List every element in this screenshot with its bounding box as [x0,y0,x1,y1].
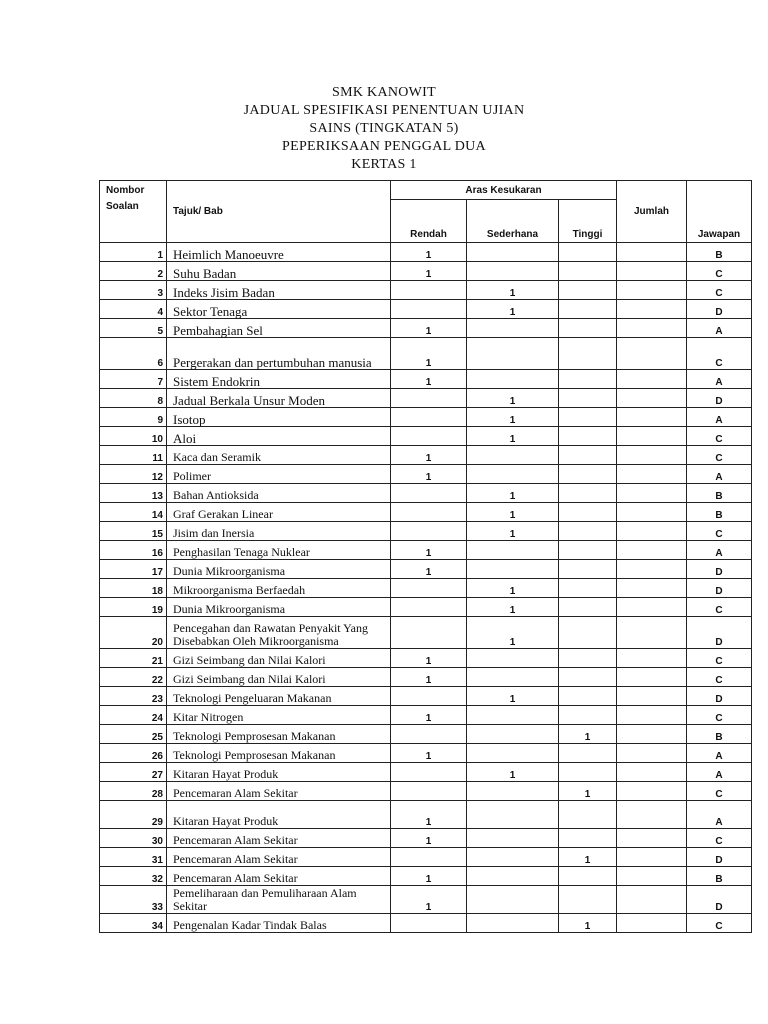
header-tinggi: Tinggi [559,200,617,243]
sederhana-cell [467,801,559,829]
rendah-cell [391,617,467,649]
rendah-cell [391,503,467,522]
sederhana-cell: 1 [467,281,559,300]
jumlah-cell [617,668,687,687]
tinggi-cell [559,338,617,370]
topic-cell: Kitaran Hayat Produk [167,801,391,829]
question-number: 9 [100,408,167,427]
sederhana-cell [467,886,559,914]
question-number: 4 [100,300,167,319]
jumlah-cell [617,427,687,446]
rendah-cell [391,687,467,706]
rendah-cell [391,300,467,319]
topic-cell: Kitar Nitrogen [167,706,391,725]
topic-cell: Pembahagian Sel [167,319,391,338]
table-row [100,801,752,829]
sederhana-cell: 1 [467,484,559,503]
sederhana-cell [467,914,559,933]
rendah-cell: 1 [391,446,467,465]
sederhana-cell [467,744,559,763]
tinggi-cell [559,427,617,446]
table-row [100,886,752,914]
table-row [100,579,752,598]
topic-cell: Sistem Endokrin [167,370,391,389]
tinggi-cell [559,706,617,725]
sederhana-cell [467,338,559,370]
table-row [100,706,752,725]
table-row [100,617,752,649]
sederhana-cell [467,649,559,668]
sederhana-cell [467,560,559,579]
jumlah-cell [617,484,687,503]
table-row [100,829,752,848]
question-number: 29 [100,801,167,829]
table-row [100,560,752,579]
answer-cell: C [687,522,752,541]
tinggi-cell [559,319,617,338]
question-number: 8 [100,389,167,408]
question-number: 6 [100,338,167,370]
table-row [100,687,752,706]
answer-cell: B [687,725,752,744]
answer-cell: C [687,338,752,370]
jumlah-cell [617,319,687,338]
tinggi-cell [559,829,617,848]
question-number: 3 [100,281,167,300]
exam-line: PEPERIKSAAN PENGGAL DUA [282,139,486,154]
table-row [100,319,752,338]
document-header [0,84,768,174]
rendah-cell: 1 [391,370,467,389]
topic-cell: Kaca dan Seramik [167,446,391,465]
tinggi-cell [559,281,617,300]
topic-cell: Gizi Seimbang dan Nilai Kalori [167,668,391,687]
topic-cell: Teknologi Pengeluaran Makanan [167,687,391,706]
table-row [100,782,752,801]
question-number: 12 [100,465,167,484]
tinggi-cell [559,687,617,706]
jumlah-cell [617,389,687,408]
sederhana-cell [467,668,559,687]
header-jumlah: Jumlah [617,181,687,243]
jumlah-cell [617,465,687,484]
answer-cell: A [687,541,752,560]
rendah-cell [391,522,467,541]
answer-cell: A [687,408,752,427]
topic-cell: Penghasilan Tenaga Nuklear [167,541,391,560]
table-row [100,649,752,668]
sederhana-cell [467,848,559,867]
sederhana-cell: 1 [467,617,559,649]
rendah-cell: 1 [391,829,467,848]
topic-cell: Suhu Badan [167,262,391,281]
question-number: 21 [100,649,167,668]
table-row [100,465,752,484]
tinggi-cell [559,560,617,579]
sederhana-cell [467,829,559,848]
table-row [100,914,752,933]
answer-cell: C [687,706,752,725]
school-name: SMK KANOWIT [331,85,436,100]
jumlah-cell [617,617,687,649]
topic-cell: Teknologi Pemprosesan Makanan [167,744,391,763]
question-number: 23 [100,687,167,706]
question-number: 17 [100,560,167,579]
topic-cell: Dunia Mikroorganisma [167,560,391,579]
answer-cell: A [687,370,752,389]
question-number: 18 [100,579,167,598]
jumlah-cell [617,801,687,829]
jumlah-cell [617,782,687,801]
sederhana-cell [467,465,559,484]
jumlah-cell [617,867,687,886]
topic-cell: Bahan Antioksida [167,484,391,503]
table-row [100,668,752,687]
header-soalan-line2: Soalan [106,201,139,212]
rendah-cell: 1 [391,801,467,829]
jumlah-cell [617,886,687,914]
topic-cell: Pencemaran Alam Sekitar [167,867,391,886]
question-number: 24 [100,706,167,725]
topic-cell: Heimlich Manoeuvre [167,243,391,262]
topic-cell: Pencemaran Alam Sekitar [167,782,391,801]
topic-cell: Polimer [167,465,391,484]
topic-cell: Aloi [167,427,391,446]
tinggi-cell: 1 [559,914,617,933]
rendah-cell [391,281,467,300]
sederhana-cell: 1 [467,408,559,427]
answer-cell: A [687,801,752,829]
table-row [100,541,752,560]
sederhana-cell [467,725,559,744]
question-number: 27 [100,763,167,782]
tinggi-cell [559,763,617,782]
tinggi-cell [559,243,617,262]
rendah-cell: 1 [391,243,467,262]
table-row [100,262,752,281]
tinggi-cell [559,370,617,389]
tinggi-cell [559,744,617,763]
question-number: 28 [100,782,167,801]
jumlah-cell [617,300,687,319]
topic-cell: Pencemaran Alam Sekitar [167,829,391,848]
topic-cell: Pencemaran Alam Sekitar [167,848,391,867]
answer-cell: C [687,829,752,848]
jumlah-cell [617,744,687,763]
rendah-cell: 1 [391,319,467,338]
sederhana-cell [467,243,559,262]
topic-cell: Jisim dan Inersia [167,522,391,541]
answer-cell: D [687,687,752,706]
table-row [100,848,752,867]
sederhana-cell [467,319,559,338]
question-number: 20 [100,617,167,649]
jumlah-cell [617,408,687,427]
topic-cell: Isotop [167,408,391,427]
question-number: 32 [100,867,167,886]
jumlah-cell [617,446,687,465]
question-number: 31 [100,848,167,867]
tinggi-cell: 1 [559,782,617,801]
tinggi-cell [559,649,617,668]
jumlah-cell [617,848,687,867]
topic-cell: Graf Gerakan Linear [167,503,391,522]
table-row [100,522,752,541]
tinggi-cell: 1 [559,848,617,867]
table-row [100,763,752,782]
tinggi-cell [559,389,617,408]
rendah-cell [391,408,467,427]
jumlah-cell [617,687,687,706]
answer-cell: A [687,465,752,484]
jumlah-cell [617,370,687,389]
jumlah-cell [617,763,687,782]
rendah-cell: 1 [391,262,467,281]
sederhana-cell [467,370,559,389]
topic-cell: Teknologi Pemprosesan Makanan [167,725,391,744]
tinggi-cell [559,262,617,281]
topic-cell: Kitaran Hayat Produk [167,763,391,782]
tinggi-cell [559,541,617,560]
header-aras-kesukaran: Aras Kesukaran [391,181,617,200]
header-jawapan: Jawapan [687,181,752,243]
jumlah-cell [617,243,687,262]
sederhana-cell: 1 [467,427,559,446]
question-number: 22 [100,668,167,687]
answer-cell: D [687,560,752,579]
question-number: 13 [100,484,167,503]
table-row [100,408,752,427]
question-number: 14 [100,503,167,522]
answer-cell: C [687,598,752,617]
rendah-cell: 1 [391,706,467,725]
answer-cell: C [687,782,752,801]
question-number: 11 [100,446,167,465]
jumlah-cell [617,560,687,579]
sederhana-cell: 1 [467,598,559,617]
tinggi-cell [559,617,617,649]
rendah-cell: 1 [391,560,467,579]
question-number: 19 [100,598,167,617]
answer-cell: D [687,886,752,914]
tinggi-cell [559,598,617,617]
tinggi-cell [559,465,617,484]
sederhana-cell [467,541,559,560]
question-number: 33 [100,886,167,914]
tinggi-cell [559,867,617,886]
tinggi-cell [559,886,617,914]
answer-cell: C [687,649,752,668]
sederhana-cell: 1 [467,687,559,706]
jumlah-cell [617,503,687,522]
table-row [100,281,752,300]
specification-table [99,180,752,933]
header-nombor-line1: Nombor [106,185,145,196]
answer-cell: D [687,389,752,408]
tinggi-cell [559,408,617,427]
table-body [100,243,752,933]
table-row [100,446,752,465]
subject-line: SAINS (TINGKATAN 5) [309,121,459,136]
topic-cell: Indeks Jisim Badan [167,281,391,300]
answer-cell: C [687,281,752,300]
table-row [100,503,752,522]
rendah-cell [391,484,467,503]
table-row [100,725,752,744]
jumlah-cell [617,579,687,598]
sederhana-cell: 1 [467,300,559,319]
answer-cell: B [687,243,752,262]
sederhana-cell [467,867,559,886]
jumlah-cell [617,829,687,848]
table-row [100,427,752,446]
topic-cell: Sektor Tenaga [167,300,391,319]
header-sederhana: Sederhana [467,200,559,243]
paper-line: KERTAS 1 [351,157,417,172]
rendah-cell: 1 [391,886,467,914]
tinggi-cell: 1 [559,725,617,744]
tinggi-cell [559,801,617,829]
sederhana-cell: 1 [467,763,559,782]
question-number: 1 [100,243,167,262]
rendah-cell [391,782,467,801]
rendah-cell [391,848,467,867]
header-tajuk-bab: Tajuk/ Bab [167,181,391,243]
jumlah-cell [617,598,687,617]
topic-cell: Pencegahan dan Rawatan Penyakit Yang Disebabkan Oleh Mikroorganisma [167,617,391,649]
table-row [100,300,752,319]
topic-cell: Mikroorganisma Berfaedah [167,579,391,598]
question-number: 34 [100,914,167,933]
tinggi-cell [559,579,617,598]
question-number: 26 [100,744,167,763]
tinggi-cell [559,446,617,465]
answer-cell: B [687,867,752,886]
rendah-cell: 1 [391,668,467,687]
sederhana-cell [467,706,559,725]
jumlah-cell [617,338,687,370]
rendah-cell [391,427,467,446]
answer-cell: C [687,914,752,933]
tinggi-cell [559,300,617,319]
rendah-cell: 1 [391,744,467,763]
rendah-cell [391,598,467,617]
topic-cell: Dunia Mikroorganisma [167,598,391,617]
sederhana-cell [467,446,559,465]
tinggi-cell [559,668,617,687]
header-nombor-soalan [100,181,167,243]
table-row [100,744,752,763]
jumlah-cell [617,649,687,668]
rendah-cell [391,914,467,933]
sederhana-cell: 1 [467,503,559,522]
topic-cell: Pengenalan Kadar Tindak Balas [167,914,391,933]
rendah-cell [391,763,467,782]
table-row [100,338,752,370]
question-number: 10 [100,427,167,446]
answer-cell: C [687,668,752,687]
rendah-cell [391,725,467,744]
document-title: JADUAL SPESIFIKASI PENENTUAN UJIAN [243,103,525,118]
sederhana-cell: 1 [467,579,559,598]
answer-cell: A [687,319,752,338]
question-number: 2 [100,262,167,281]
topic-cell: Pergerakan dan pertumbuhan manusia [167,338,391,370]
sederhana-cell: 1 [467,389,559,408]
answer-cell: C [687,427,752,446]
answer-cell: C [687,446,752,465]
topic-cell: Gizi Seimbang dan Nilai Kalori [167,649,391,668]
answer-cell: B [687,503,752,522]
answer-cell: D [687,848,752,867]
jumlah-cell [617,725,687,744]
tinggi-cell [559,503,617,522]
sederhana-cell [467,262,559,281]
jumlah-cell [617,541,687,560]
question-number: 15 [100,522,167,541]
jumlah-cell [617,281,687,300]
question-number: 7 [100,370,167,389]
rendah-cell: 1 [391,867,467,886]
sederhana-cell [467,782,559,801]
rendah-cell: 1 [391,649,467,668]
rendah-cell: 1 [391,541,467,560]
header-rendah: Rendah [391,200,467,243]
answer-cell: D [687,579,752,598]
jumlah-cell [617,706,687,725]
table-row [100,484,752,503]
jumlah-cell [617,522,687,541]
jumlah-cell [617,262,687,281]
tinggi-cell [559,522,617,541]
question-number: 25 [100,725,167,744]
answer-cell: A [687,744,752,763]
answer-cell: C [687,262,752,281]
answer-cell: A [687,763,752,782]
topic-cell: Pemeliharaan dan Pemuliharaan Alam Sekitar [167,886,391,914]
answer-cell: B [687,484,752,503]
rendah-cell [391,579,467,598]
rendah-cell: 1 [391,338,467,370]
table-row [100,598,752,617]
table-row [100,243,752,262]
question-number: 16 [100,541,167,560]
jumlah-cell [617,914,687,933]
table-row [100,389,752,408]
topic-cell: Jadual Berkala Unsur Moden [167,389,391,408]
table-row [100,867,752,886]
sederhana-cell: 1 [467,522,559,541]
rendah-cell [391,389,467,408]
table-row [100,370,752,389]
answer-cell: D [687,617,752,649]
question-number: 5 [100,319,167,338]
tinggi-cell [559,484,617,503]
rendah-cell: 1 [391,465,467,484]
answer-cell: D [687,300,752,319]
question-number: 30 [100,829,167,848]
